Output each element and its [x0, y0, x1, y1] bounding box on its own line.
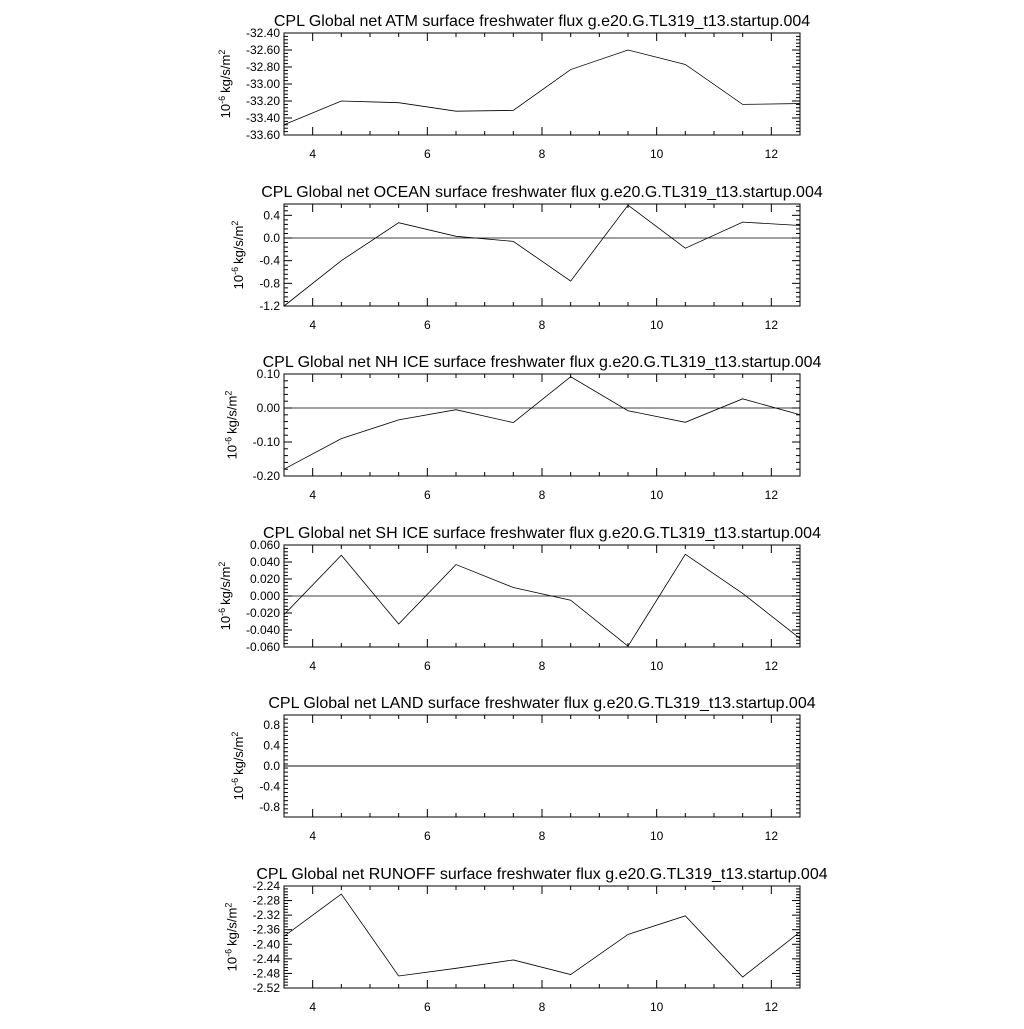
plot-frame: [284, 886, 800, 988]
y-tick-label: -0.8: [259, 276, 280, 291]
y-tick-label: 0.0: [263, 231, 280, 245]
x-tick-label: 4: [309, 829, 317, 843]
y-axis-label-exponent: -6: [216, 95, 227, 104]
chart-panel-4: [217, 525, 821, 673]
x-tick-label: 4: [309, 1000, 317, 1014]
x-tick-label: 6: [423, 147, 431, 161]
y-axis-label-exponent: -6: [223, 948, 234, 957]
y-axis-label-exponent: -6: [230, 266, 241, 275]
y-axis-label: [217, 562, 233, 631]
x-tick-label: 12: [764, 659, 779, 673]
y-axis-label-units: kg/s/m: [217, 54, 233, 93]
y-axis-label: [230, 732, 246, 801]
series-line: [284, 205, 800, 306]
y-axis-label-base: 10: [231, 785, 247, 801]
y-tick-label: -2.32: [252, 908, 280, 923]
x-tick-label: 4: [309, 147, 317, 161]
y-axis-label-units-exponent: 2: [216, 561, 227, 567]
y-axis-label: [217, 50, 233, 119]
x-tick-label: 4: [309, 488, 317, 502]
y-tick-label: 0.8: [263, 718, 280, 733]
chart-panel-6: [224, 866, 828, 1014]
x-tick-label: 12: [764, 829, 779, 843]
x-tick-label: 8: [538, 147, 546, 161]
y-tick-label: -0.8: [259, 799, 280, 814]
y-axis-label-exponent: -6: [216, 607, 227, 616]
y-tick-label: 0.4: [263, 208, 280, 223]
y-tick-label: -0.4: [259, 779, 280, 794]
y-axis-label-base: 10: [217, 103, 233, 119]
y-axis-label: [224, 391, 240, 460]
x-tick-label: 8: [538, 488, 546, 502]
y-tick-label: -2.28: [252, 893, 280, 908]
x-tick-label: 8: [538, 318, 546, 332]
chart-panel-3: [224, 354, 822, 502]
y-tick-label: 0.0: [263, 759, 280, 773]
y-axis-label-base: 10: [231, 274, 247, 290]
x-tick-label: 12: [764, 318, 779, 332]
y-tick-label: 0.020: [249, 572, 280, 586]
series-line: [284, 377, 800, 469]
x-tick-label: 6: [423, 318, 431, 332]
series-line: [284, 554, 800, 646]
chart-title: CPL Global net OCEAN surface freshwater flux g.e20.G.TL319_t13.startup.004: [261, 184, 823, 201]
y-axis-label-units: kg/s/m: [231, 736, 247, 775]
y-tick-label: -1.2: [259, 299, 280, 313]
series-line: [284, 50, 800, 125]
y-tick-label: 0.4: [263, 738, 280, 753]
y-axis-label-exponent: -6: [223, 436, 234, 445]
y-tick-label: -0.4: [259, 253, 280, 268]
y-axis-label-units-exponent: 2: [223, 902, 234, 908]
x-tick-label: 10: [649, 1000, 664, 1014]
chart-title: CPL Global net ATM surface freshwater flux g.e20.G.TL319_t13.startup.004: [273, 13, 811, 30]
x-tick-label: 10: [649, 488, 664, 502]
y-tick-label: -33.60: [245, 128, 280, 142]
y-tick-label: -33.20: [245, 94, 280, 108]
x-tick-label: 10: [649, 147, 664, 161]
chart-panel-2: [230, 184, 823, 332]
y-tick-label: -2.36: [252, 922, 280, 937]
x-tick-label: 6: [423, 829, 431, 843]
x-tick-label: 12: [764, 147, 779, 161]
x-tick-label: 12: [764, 488, 779, 502]
x-tick-label: 8: [538, 829, 546, 843]
y-tick-label: -33.00: [245, 77, 280, 91]
x-tick-label: 4: [309, 659, 317, 673]
y-tick-label: -0.10: [252, 435, 280, 449]
series-line: [284, 894, 800, 977]
y-tick-label: -2.52: [252, 981, 280, 995]
y-tick-label: -2.40: [252, 937, 280, 952]
x-tick-label: 6: [423, 488, 431, 502]
y-axis-label-units: kg/s/m: [224, 907, 240, 946]
y-axis-label-exponent: -6: [230, 777, 241, 786]
x-tick-label: 4: [309, 318, 317, 332]
y-tick-label: -0.040: [245, 623, 280, 637]
y-axis-label-units-exponent: 2: [230, 731, 241, 737]
x-tick-label: 8: [538, 659, 546, 673]
x-tick-label: 10: [649, 318, 664, 332]
y-axis-label-base: 10: [224, 444, 240, 460]
y-tick-label: 0.040: [249, 555, 280, 569]
x-tick-label: 10: [649, 829, 664, 843]
chart-panel-5: [230, 695, 816, 843]
y-axis-label-units: kg/s/m: [217, 566, 233, 605]
y-tick-label: -32.60: [245, 43, 280, 57]
y-tick-label: -32.40: [245, 26, 280, 40]
chart-panel-1: [217, 13, 810, 161]
y-tick-label: -32.80: [245, 60, 280, 74]
y-axis-label-units-exponent: 2: [223, 390, 234, 396]
chart-title: CPL Global net NH ICE surface freshwater flux g.e20.G.TL319_t13.startup.004: [262, 354, 822, 371]
y-axis-label: [224, 903, 240, 972]
y-tick-label: -0.20: [252, 469, 280, 483]
y-tick-label: -33.40: [245, 111, 280, 125]
y-tick-label: -2.44: [252, 951, 280, 966]
y-tick-label: 0.000: [249, 589, 280, 603]
y-axis-label-units: kg/s/m: [224, 395, 240, 434]
y-axis-label-base: 10: [217, 615, 233, 631]
chart-title: CPL Global net SH ICE surface freshwater flux g.e20.G.TL319_t13.startup.004: [263, 525, 821, 542]
y-tick-label: 0.00: [256, 401, 280, 415]
y-axis-label-units-exponent: 2: [216, 49, 227, 55]
y-axis-label-units: kg/s/m: [231, 225, 247, 264]
x-tick-label: 6: [423, 1000, 431, 1014]
x-tick-label: 12: [764, 1000, 779, 1014]
y-tick-label: -0.060: [245, 640, 280, 654]
x-tick-label: 6: [423, 659, 431, 673]
y-tick-label: 0.060: [249, 538, 280, 552]
y-axis-label-units-exponent: 2: [230, 220, 241, 226]
y-tick-label: -0.020: [245, 606, 280, 620]
plot-frame: [284, 33, 800, 135]
plot-frame: [284, 374, 800, 476]
chart-title: CPL Global net LAND surface freshwater flux g.e20.G.TL319_t13.startup.004: [268, 695, 816, 712]
x-tick-label: 8: [538, 1000, 546, 1014]
y-axis-label: [230, 221, 246, 290]
y-tick-label: 0.10: [256, 367, 280, 381]
x-tick-label: 10: [649, 659, 664, 673]
plot-frame: [284, 204, 800, 306]
y-axis-label-base: 10: [224, 956, 240, 972]
chart-title: CPL Global net RUNOFF surface freshwater flux g.e20.G.TL319_t13.startup.004: [256, 866, 828, 883]
y-tick-label: -2.24: [252, 879, 280, 893]
y-tick-label: -2.48: [252, 966, 280, 981]
